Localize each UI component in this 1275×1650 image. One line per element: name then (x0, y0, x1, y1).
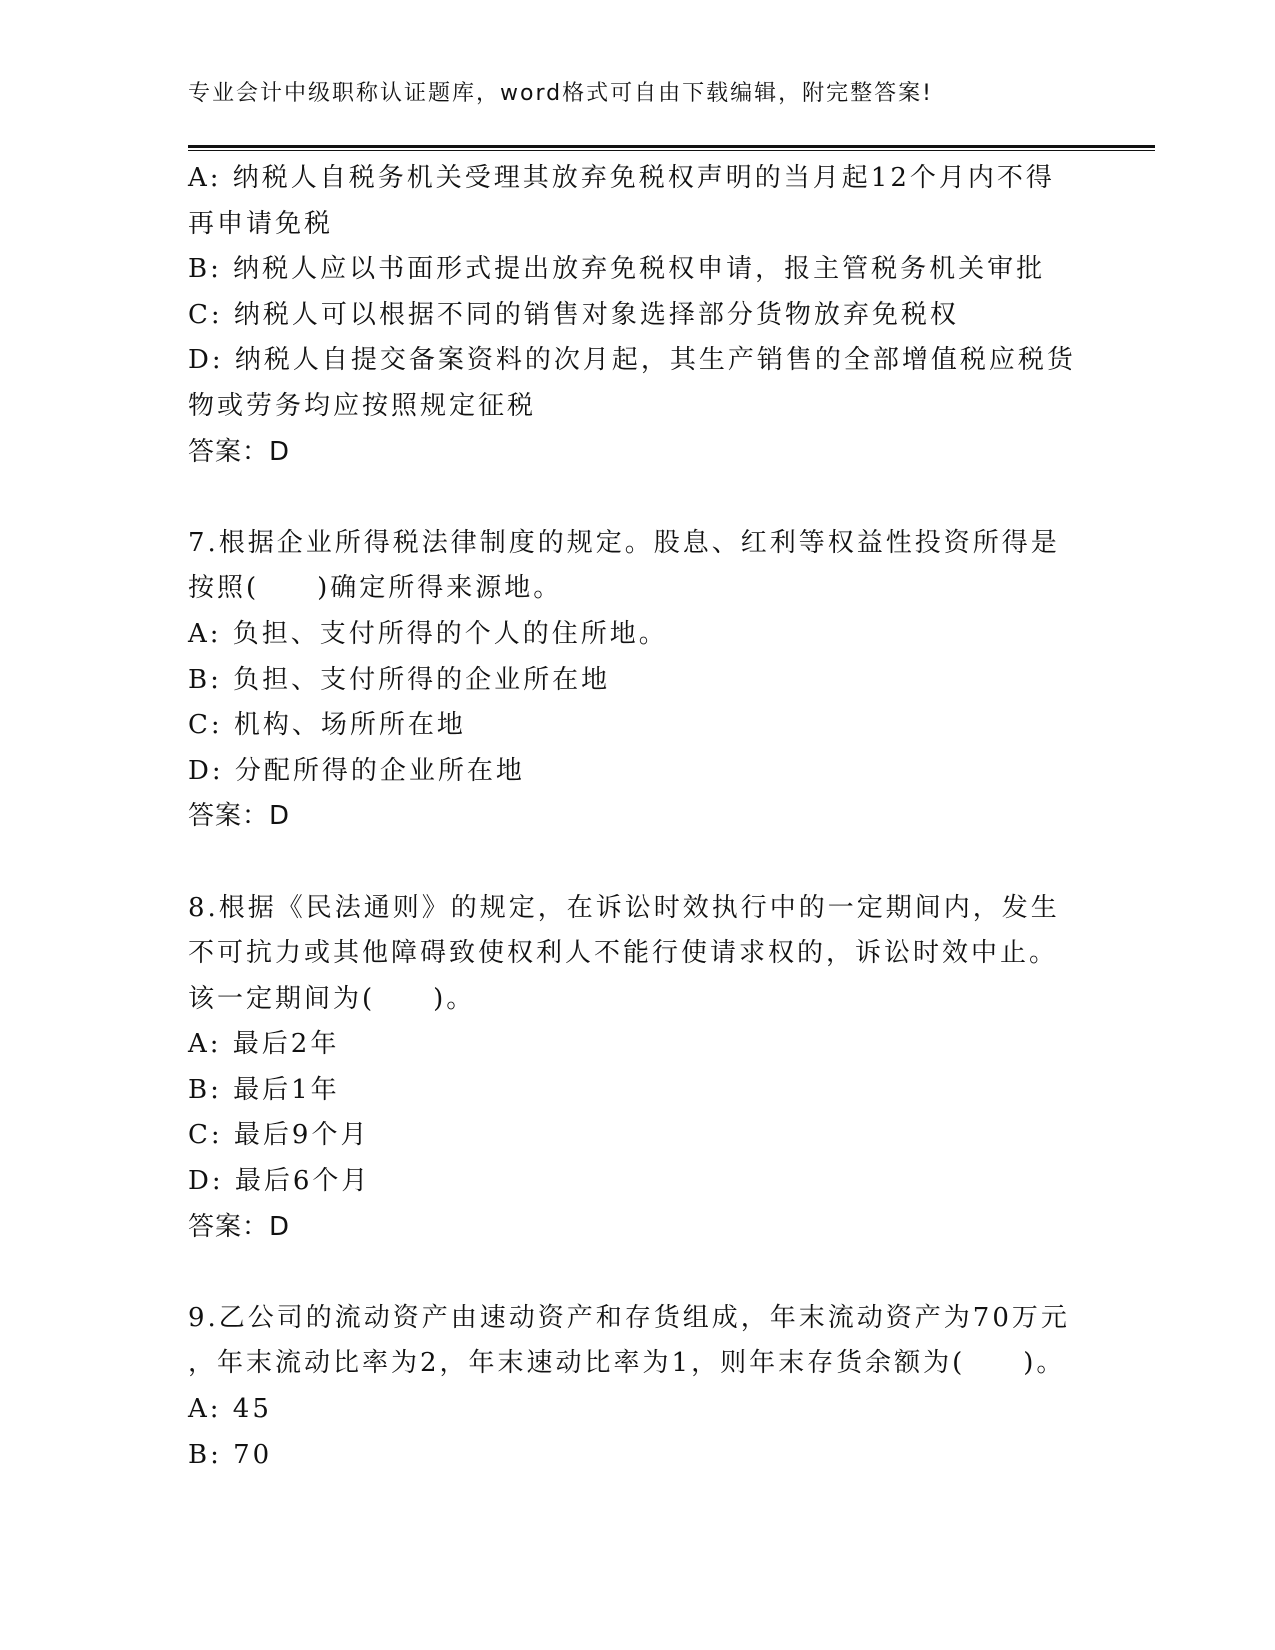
q7-option-d: D: 分配所得的企业所在地 (188, 755, 525, 786)
q8-option-c: C: 最后9个月 (188, 1120, 370, 1151)
q9-option-a: A: 45 (188, 1394, 272, 1425)
q6-option-a-line2: 再申请免税 (188, 208, 334, 239)
q8-answer: 答案：D (188, 1211, 291, 1242)
spacer (188, 1250, 1088, 1296)
q7-option-c: C: 机构、场所所在地 (188, 710, 466, 741)
q6-option-d-line1: D: 纳税人自提交备案资料的次月起，其生产销售的全部增值税应税货 (188, 345, 1076, 376)
q9-option-b: B: 70 (188, 1439, 273, 1470)
q9-stem-line2: ，年末流动比率为2，年末速动比率为1，则年末存货余额为( )。 (188, 1348, 1066, 1379)
question-6-tail (188, 156, 1088, 475)
question-8 (188, 886, 1088, 1251)
q8-option-a: A: 最后2年 (188, 1029, 340, 1060)
q7-stem-line2: 按照( )确定所得来源地。 (188, 573, 563, 604)
q6-option-a-line1: A: 纳税人自税务机关受理其放弃免税权声明的当月起12个月内不得 (188, 163, 1055, 193)
q6-option-c: C: 纳税人可以根据不同的销售对象选择部分货物放弃免税权 (188, 299, 959, 330)
header-rule-thin (188, 150, 1155, 151)
spacer (188, 840, 1088, 886)
q7-option-a: A: 负担、支付所得的个人的住所地。 (188, 618, 668, 649)
question-7 (188, 521, 1088, 840)
page-header: 专业会计中级职称认证题库，word格式可自由下载编辑，附完整答案! (188, 81, 933, 106)
q7-option-b: B: 负担、支付所得的企业所在地 (188, 664, 611, 695)
header-rule-thick (188, 145, 1155, 148)
document-body (188, 156, 1088, 1478)
spacer (188, 475, 1088, 521)
q7-answer: 答案：D (188, 801, 291, 832)
q6-option-b: B: 纳税人应以书面形式提出放弃免税权申请，报主管税务机关审批 (188, 254, 1046, 285)
q6-answer: 答案：D (188, 436, 291, 467)
question-9 (188, 1296, 1088, 1478)
q8-option-d: D: 最后6个月 (188, 1166, 371, 1197)
q8-stem-line2: 不可抗力或其他障碍致使权利人不能行使请求权的，诉讼时效中止。 (188, 938, 1059, 969)
q6-option-d-line2: 物或劳务均应按照规定征税 (188, 390, 537, 421)
q7-stem-line1: 7.根据企业所得税法律制度的规定。股息、红利等权益性投资所得是 (188, 527, 1060, 558)
q9-stem-line1: 9.乙公司的流动资产由速动资产和存货组成，年末流动资产为70万元 (188, 1302, 1070, 1333)
q8-option-b: B: 最后1年 (188, 1074, 340, 1105)
q8-stem-line1: 8.根据《民法通则》的规定，在诉讼时效执行中的一定期间内，发生 (188, 892, 1060, 923)
q8-stem-line3: 该一定期间为( )。 (188, 983, 476, 1014)
